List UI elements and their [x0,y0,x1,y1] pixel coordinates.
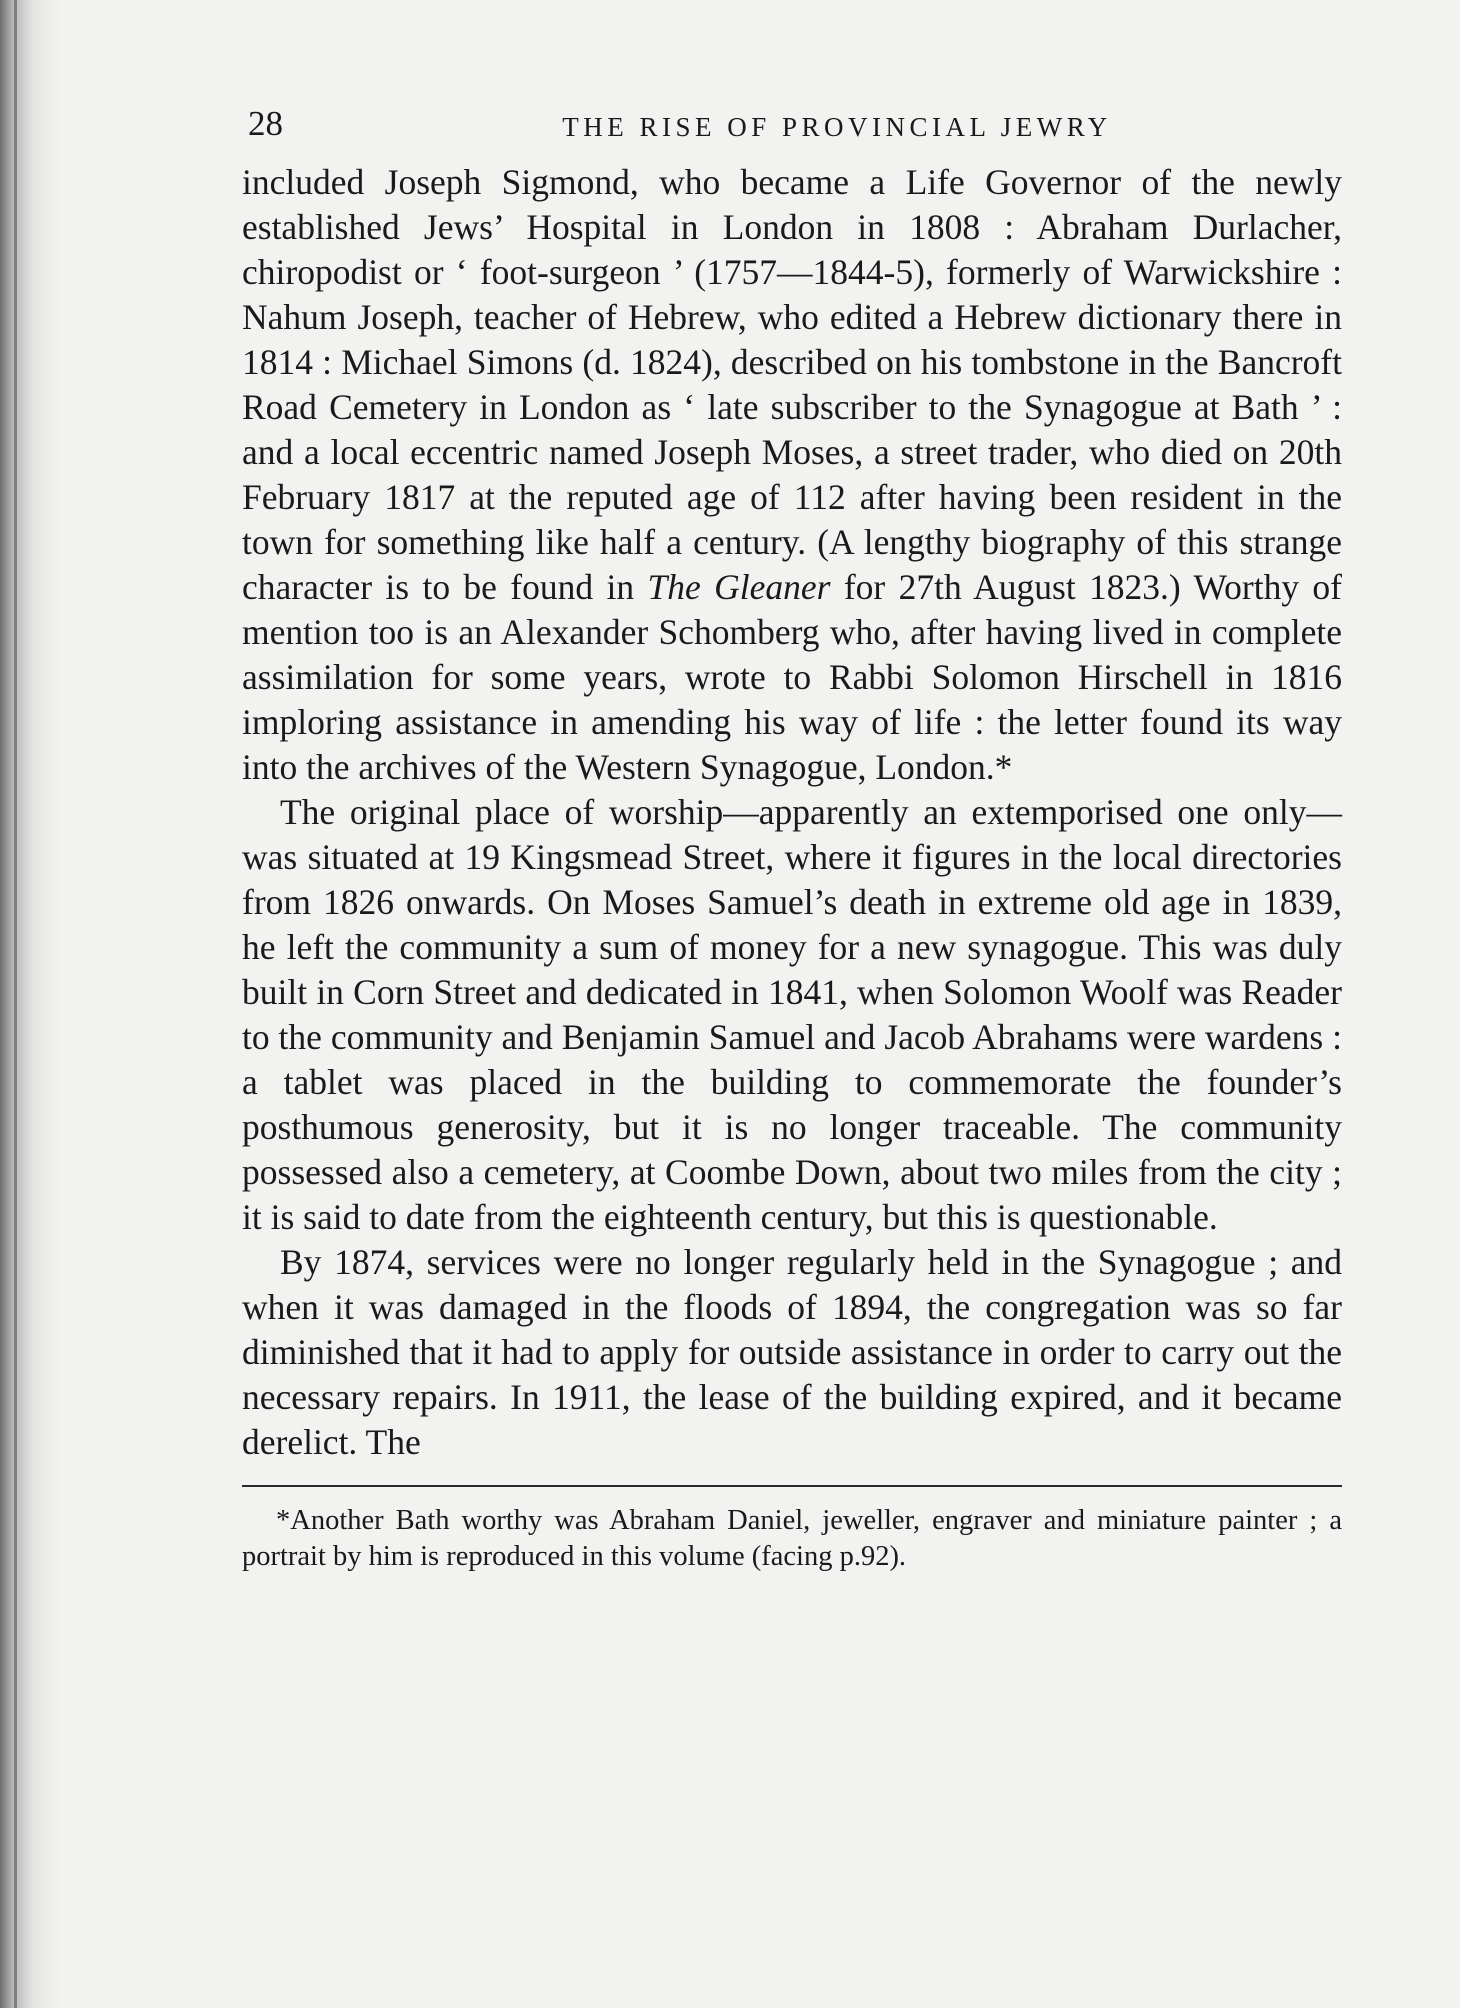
body-text [242,160,1342,1465]
page-number: 28 [248,104,283,143]
paragraph-1-italic-title: The Gleaner [647,567,831,607]
paragraph-1 [242,160,1342,790]
binding-edge [14,0,17,2008]
paragraph-3: By 1874, services were no longer regularly held in the Synagogue ; and when it was damaged in the floods of 1894, the congregation was so far diminished that it had to apply for outside assistance in order to carry out the necessary repairs. In 1911, the lease of the building expired, and it became derelict. The [242,1242,1342,1462]
footnote-rule [242,1485,1342,1487]
page-gutter-shadow [0,0,60,2008]
footnote: *Another Bath worthy was Abraham Daniel, jeweller, engraver and miniature painter ; a portrait by him is reproduced in this volume (facing p.92). [242,1505,1342,1572]
book-page [242,100,1342,1604]
running-title: THE RISE OF PROVINCIAL JEWRY [562,112,1112,142]
paragraph-2: The original place of worship—apparently an extemporised one only—was situated at 19 Kingsmead Street, where it figures in the local directories from 1826 onwards. On Moses Samuel’s death in extreme old age in 1839, he left the community a sum of money for a new synagogue. This was duly built in Corn Street and dedicated in 1841, when Solomon Woolf was Reader to the community and Benjamin Samuel and Jacob Abrahams were wardens : a tablet was placed in the building to commemorate the founder’s posthumous generosity, but it is no longer traceable. The community possessed also a cemetery, at Coombe Down, about two miles from the city ; it is said to date from the eighteenth century, but this is questionable. [242,792,1342,1237]
running-head [242,100,1342,160]
paragraph-1-text: included Joseph Sigmond, who became a Life Governor of the newly established Jews’ Hospital in London in 1808 : Abraham Durlacher, chiropodist or ‘ foot-surgeon ’ (1757—1844-5), formerly of Warwickshire : Nahum Joseph, teacher of Hebrew, who edited a Hebrew dictionary there in 1814 : Michael Simons (d. 1824), described on his tombstone in the Bancroft Road Cemetery in London as ‘ late subscriber to the Synagogue at Bath ’ : and a local eccentric named Joseph Moses, a street trader, who died on 20th February 1817 at the reputed age of 112 after having been resident in the town for something like half a century. (A lengthy biography of this strange character is to be found in [242,162,1342,607]
paragraph-1-continuation: for 27th August 1823.) Worthy of mention too is an Alexander Schomberg who, after having lived in complete assimilation for some years, wrote to Rabbi Solomon Hirschell in 1816 imploring assistance in amending his way of life : the letter found its way into the archives of the Western Synagogue, London.* [242,567,1343,787]
